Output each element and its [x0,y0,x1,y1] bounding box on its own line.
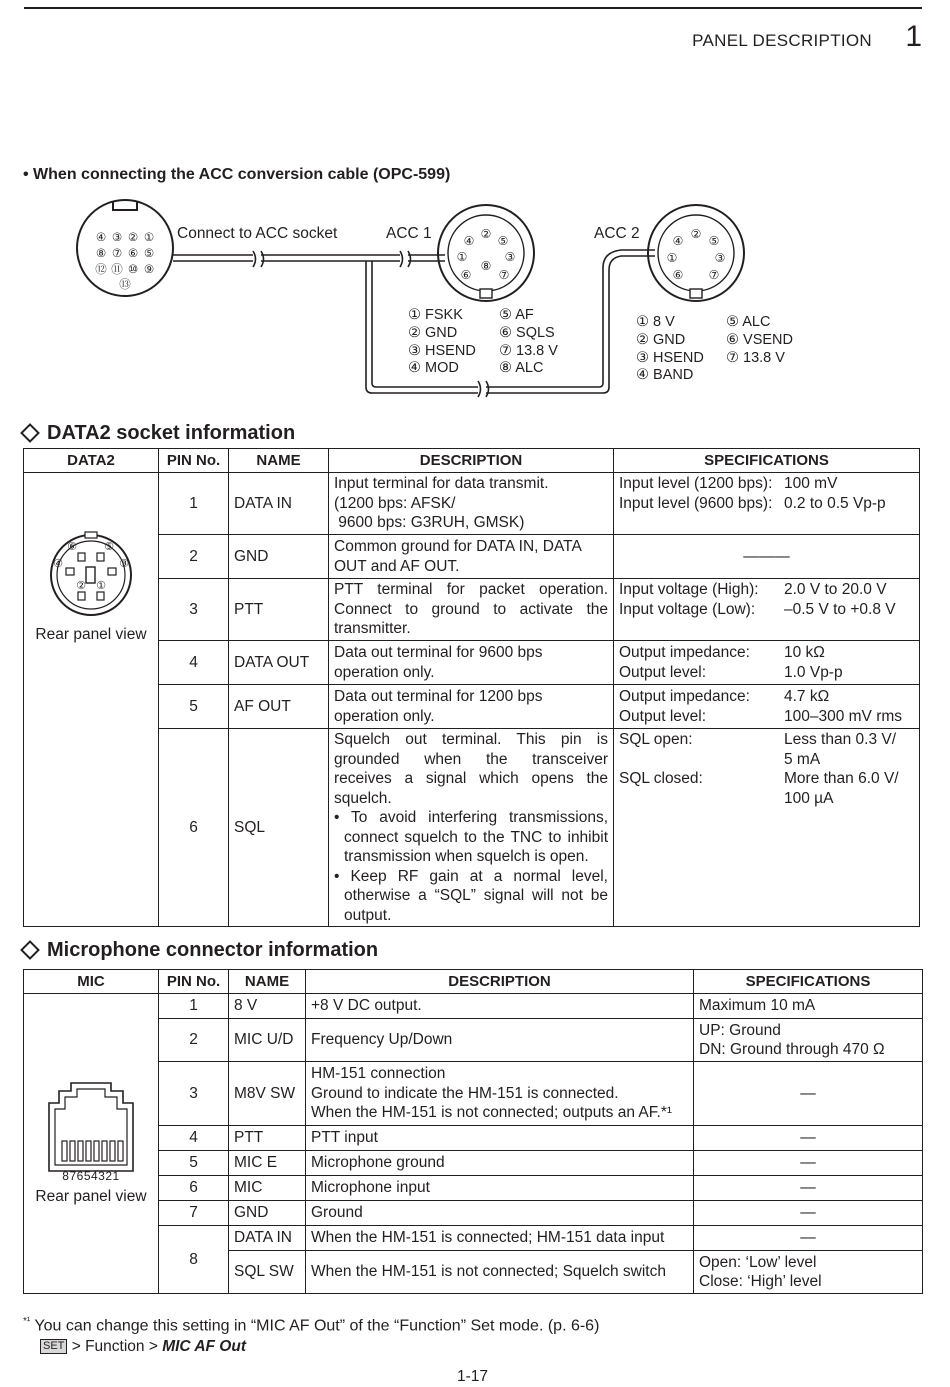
data2-face-pin: ② [76,579,86,592]
name-cell: DATA IN [229,1226,306,1251]
data2-section-title [19,422,295,445]
desc-bullet: • Keep RF gain at a normal level, otherwise a “SQL” signal will not be output. [334,867,608,924]
acc1-face-pin: ⑤ [497,234,509,248]
table-row [24,1151,923,1176]
column-header: NAME [229,449,329,473]
table-row [24,685,920,729]
data2-rear-label: Rear panel view [35,625,147,643]
spec-value: 10 kΩ [784,644,825,661]
column-header: NAME [229,970,306,994]
desc-cell: +8 V DC output. [306,994,694,1019]
connect-to-acc-label: Connect to ACC socket [177,225,338,242]
acc1-pin-list-left [408,307,476,378]
table-row [24,641,920,685]
acc1-pin: ③ HSEND [408,342,476,359]
din13-pin: ⑨ [143,262,155,276]
column-header: PIN No. [159,970,229,994]
footnote-text: You can change this setting in “MIC AF Out” of the “Function” Set mode. (p. 6-6) [34,1317,600,1335]
acc-cable-heading: • When connecting the ACC conversion cable (OPC-599) [23,166,451,183]
chapter-number: 1 [905,20,922,53]
spec-value: 4.7 kΩ [784,688,830,705]
name-cell: DATA OUT [229,641,329,685]
pin-cell: 8 [159,1226,229,1294]
menu-path-mid: > Function > [67,1338,163,1355]
din13-pin: ⑥ [127,246,139,260]
table-row [24,1176,923,1201]
acc2-pin-list-left [636,314,704,385]
desc-line: Ground to indicate the HM-151 is connected. [311,1084,619,1102]
acc2-pin: ⑥ VSEND [726,331,793,348]
acc2-face-pin: ① [666,251,678,265]
acc1-face-pin: ⑥ [460,268,472,282]
acc2-face-pin: ③ [714,251,726,265]
pin-cell: 5 [159,1151,229,1176]
pin-cell: 6 [159,1176,229,1201]
table-row [24,729,920,927]
acc2-pin: ④ BAND [636,367,694,384]
table-row [24,994,923,1019]
diamond-bullet-icon [20,423,40,443]
spec-cell [614,579,920,641]
name-cell: SQL [229,729,329,927]
spec-key: Output level: [619,663,707,681]
column-header: DATA2 [24,449,159,473]
spec-cell [614,641,920,685]
column-header: PIN No. [159,449,229,473]
name-cell: MIC [229,1176,306,1201]
pin-cell: 7 [159,1201,229,1226]
acc1-pin: ② GND [408,324,458,341]
column-header: SPECIFICATIONS [614,449,920,473]
spec-line: Close: ‘High’ level [699,1273,822,1290]
desc-cell [306,1062,694,1126]
desc-line: When the HM-151 is not connected; outputs an AF.*¹ [311,1104,673,1122]
name-cell: PTT [229,579,329,641]
desc-cell: Microphone ground [306,1151,694,1176]
data2-rear-view-cell [24,473,159,927]
top-rule [24,7,922,9]
name-cell: GND [229,1201,306,1226]
column-header: SPECIFICATIONS [694,970,923,994]
table-header-row [24,970,923,994]
din13-pin: ⑩ [127,262,139,276]
acc2-face-pin: ⑦ [708,268,720,282]
spec-key: Input level (1200 bps): [619,475,773,492]
data2-table [23,448,920,927]
spec-cell: — [694,1176,923,1201]
spec-cell: ——— [614,535,920,579]
desc-line: Squelch out terminal. This pin is grounded when the transceiver receives a signal which opens the squelch. [334,731,608,807]
acc2-face-pin: ② [690,227,702,241]
pin-cell: 3 [159,579,229,641]
spec-value: 1.0 Vp-p [784,663,843,681]
desc-line: Input terminal for data transmit. [334,475,549,493]
pin-cell: 4 [159,1126,229,1151]
spec-cell: — [694,1126,923,1151]
pin-cell: 2 [159,535,229,579]
table-header-row [24,449,920,473]
spec-key: Output level: [619,707,707,725]
acc1-pin: ④ MOD [408,360,459,377]
acc1-face-pin: ② [480,227,492,241]
desc-cell: When the HM-151 is not connected; Squelch switch [306,1251,694,1294]
din13-pin: ⑬ [119,277,131,291]
din13-pin: ② [127,230,139,244]
acc2-face-pin: ④ [672,234,684,248]
acc1-face-pin: ⑧ [480,259,492,273]
section-header: PANEL DESCRIPTION [692,31,872,50]
acc2-pin: ⑤ ALC [726,314,771,330]
table-row [24,1019,923,1062]
spec-value: –0.5 V to +0.8 V [784,600,896,618]
desc-cell: Frequency Up/Down [306,1019,694,1062]
spec-cell [614,473,920,535]
name-cell: AF OUT [229,685,329,729]
mic-title-text: Microphone connector information [47,939,379,961]
spec-value: 100–300 mV rms [784,707,903,725]
spec-line: Open: ‘Low’ level [699,1253,817,1271]
column-header: DESCRIPTION [329,449,614,473]
acc2-connector [648,205,744,301]
desc-cell: Microphone input [306,1176,694,1201]
table-row [24,1062,923,1126]
din13-pin: ④ [95,230,107,244]
spec-cell: — [694,1062,923,1126]
table-row [24,1126,923,1151]
din13-pin: ⑤ [143,246,155,260]
name-cell: 8 V [229,994,306,1019]
din13-pin: ⑦ [111,246,123,260]
table-row [24,535,920,579]
spec-line: DN: Ground through 470 Ω [699,1041,885,1058]
column-header: MIC [24,970,159,994]
spec-key: Input voltage (High): [619,581,759,598]
desc-line: (1200 bps: AFSK/ [334,494,456,512]
name-cell: MIC E [229,1151,306,1176]
spec-cell: Maximum 10 mA [694,994,923,1019]
acc2-pin: ③ HSEND [636,349,704,366]
acc1-pin: ⑧ ALC [499,360,544,377]
acc1-pin: ⑥ SQLS [499,324,555,341]
acc1-pin: ⑦ 13.8 V [499,342,558,359]
acc-cable-diagram [0,190,950,415]
spec-cell [694,1019,923,1062]
desc-cell: Common ground for DATA IN, DATA OUT and AF OUT. [329,535,614,579]
pin-cell: 2 [159,1019,229,1062]
desc-line: HM-151 connection [311,1065,446,1083]
page-number: 1-17 [457,1368,489,1385]
spec-key: SQL closed: [619,770,703,787]
acc2-face-pin: ⑤ [708,234,720,248]
spec-key: Output impedance: [619,644,750,661]
data2-face-pin: ③ [119,557,129,570]
spec-cell: — [694,1151,923,1176]
desc-line: 9600 bps: G3RUH, GMSK) [334,514,525,532]
pin-cell: 1 [159,473,229,535]
spec-value: 2.0 V to 20.0 V [784,581,887,598]
acc2-pin: ① 8 V [636,314,675,330]
spec-cell: — [694,1226,923,1251]
acc1-face-pin: ① [456,250,468,264]
pin-cell: 6 [159,729,229,927]
data2-face-pin: ④ [53,557,63,570]
menu-path-item: MIC AF Out [162,1338,246,1355]
data2-socket-diagram [41,531,141,619]
spec-value: Less than 0.3 V/ 5 mA [784,731,897,768]
acc1-label: ACC 1 [386,225,432,242]
pin-cell: 1 [159,994,229,1019]
mic-rj45-diagram [45,1081,137,1181]
spec-cell [614,729,920,927]
din13-pin: ③ [111,230,123,244]
spec-value: 100 mV [784,475,838,492]
spec-key: Input level (9600 bps): [619,494,773,512]
din13-pin: ⑫ [95,262,107,276]
table-row [24,473,920,535]
data2-face-pin: ① [96,579,106,592]
spec-line: UP: Ground [699,1021,781,1039]
mic-rear-label: Rear panel view [35,1187,147,1205]
menu-path [40,1338,246,1356]
acc1-pin: ① FSKK [408,307,463,323]
acc1-pin-list-right [499,307,558,378]
desc-bullet: • To avoid interfering transmissions, connect squelch to the TNC to inhibit transmission when squelch is open. [334,809,608,865]
acc1-face-pin: ④ [463,234,475,248]
din13-pin: ⑧ [95,246,107,260]
name-cell: SQL SW [229,1251,306,1294]
pin-cell: 5 [159,685,229,729]
spec-cell [614,685,920,729]
acc1-face-pin: ③ [504,250,516,264]
data2-title-text: DATA2 socket information [47,422,296,444]
name-cell: M8V SW [229,1062,306,1126]
name-cell: MIC U/D [229,1019,306,1062]
name-cell: DATA IN [229,473,329,535]
desc-cell: Ground [306,1201,694,1226]
spec-cell [694,1251,923,1294]
desc-cell: PTT terminal for packet operation. Connect to ground to activate the transmitter. [329,579,614,641]
pin-cell: 3 [159,1062,229,1126]
acc1-pin: ⑤ AF [499,307,534,323]
mic-section-title [19,939,378,962]
table-row [24,579,920,641]
acc2-pin-list-right [726,314,793,367]
desc-cell [329,729,614,927]
acc2-pin: ⑦ 13.8 V [726,349,785,366]
acc2-face-pin: ⑥ [672,268,684,282]
data2-face-pin: ⑥ [67,540,77,553]
acc2-label: ACC 2 [594,225,640,242]
table-row [24,1226,923,1251]
acc-13pin-connector [77,200,173,296]
data2-face-pin: ⑤ [104,540,114,553]
spec-cell: — [694,1201,923,1226]
mic-table [23,969,923,1294]
desc-cell [329,473,614,535]
desc-cell: PTT input [306,1126,694,1151]
mic-rear-view-cell [24,994,159,1294]
acc1-face-pin: ⑦ [498,268,510,282]
desc-cell: When the HM-151 is connected; HM-151 data input [306,1226,694,1251]
spec-key: SQL open: [619,731,693,748]
column-header: DESCRIPTION [306,970,694,994]
table-row [24,1201,923,1226]
footnote-mark: *¹ [23,1316,31,1327]
set-key-icon: SET [40,1339,67,1354]
mic-pin-digits: 87654321 [62,1169,120,1181]
desc-cell: Data out terminal for 1200 bps operation only. [329,685,614,729]
spec-value: 0.2 to 0.5 Vp-p [784,494,886,512]
acc1-connector [438,205,534,301]
name-cell: PTT [229,1126,306,1151]
spec-key: Output impedance: [619,688,750,705]
din13-pin: ⑪ [111,262,123,276]
spec-value: More than 6.0 V/ 100 µA [784,770,899,807]
din13-pin: ① [143,230,155,244]
acc2-pin: ② GND [636,331,686,348]
name-cell: GND [229,535,329,579]
desc-cell: Data out terminal for 9600 bps operation only. [329,641,614,685]
spec-key: Input voltage (Low): [619,600,756,618]
pin-cell: 4 [159,641,229,685]
diamond-bullet-icon [20,940,40,960]
footnote [23,1316,599,1335]
